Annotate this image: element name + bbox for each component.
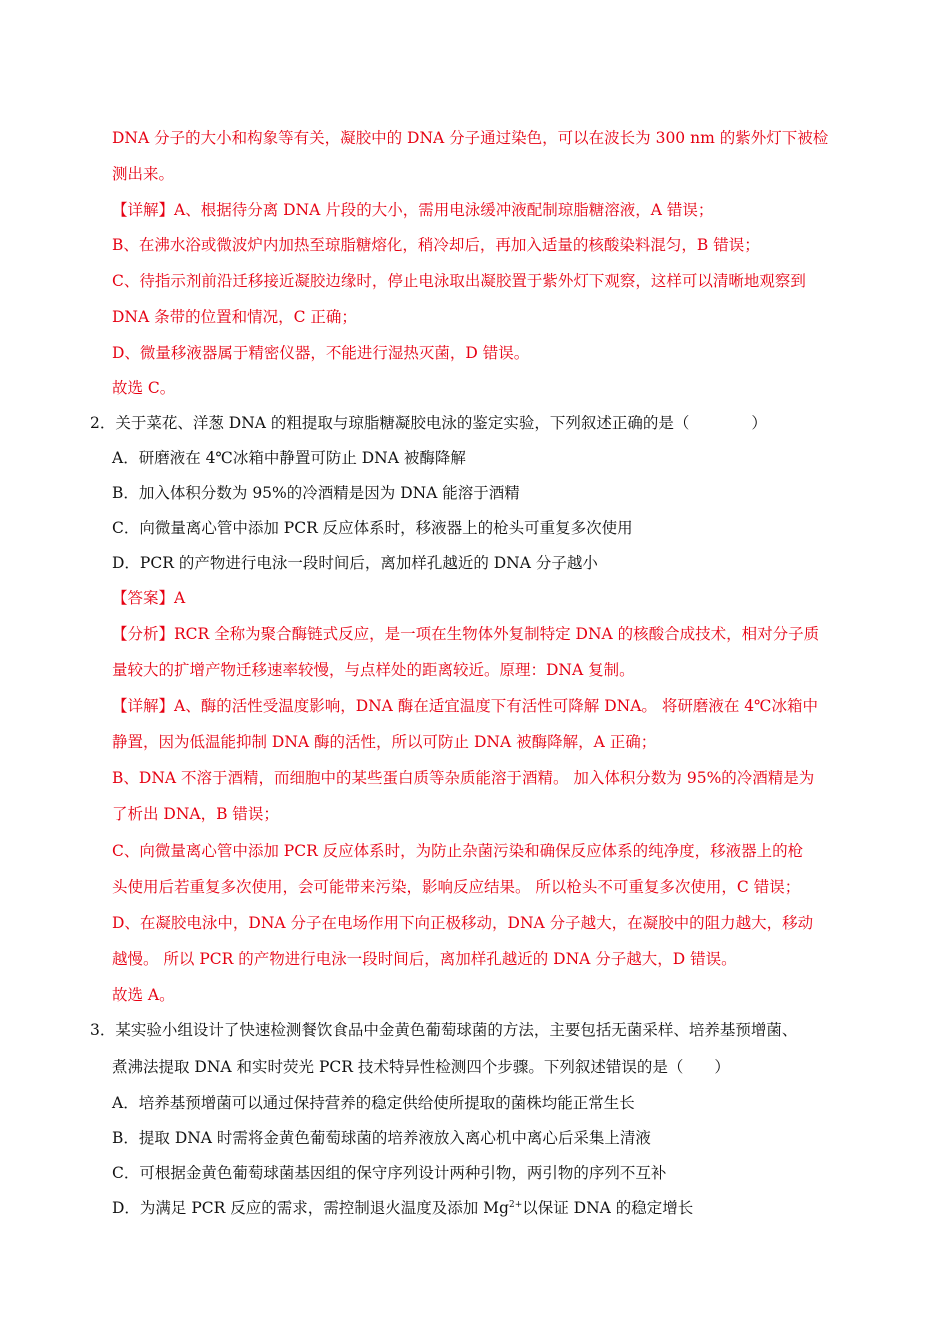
question-3-stem: 3．某实验小组设计了快速检测餐饮食品中金黄色葡萄球菌的方法，主要包括无菌采样、培养基预增菌、 [90,1021,798,1039]
explanation-line: DNA 分子的大小和构象等有关，凝胶中的 DNA 分子通过染色，可以在波长为 300 nm 的紫外灯下被检 [112,129,829,147]
detail-line: 【详解】A、根据待分离 DNA 片段的大小，需用电泳缓冲液配制琼脂糖溶液，A 错误； [112,201,714,219]
question-2-option-a: A．研磨液在 4℃冰箱中静置可防止 DNA 被酶降解 [112,449,466,467]
detail-line: D、在凝胶电泳中，DNA 分子在电场作用下向正极移动，DNA 分子越大，在凝胶中的阻力越大，移动 [112,914,814,932]
detail-line: C、向微量离心管中添加 PCR 反应体系时，为防止杂菌污染和确保反应体系的纯净度，移液器上的枪 [112,842,804,860]
detail-line: DNA 条带的位置和情况，C 正确； [112,308,357,326]
superscript: 2+ [508,1199,523,1210]
analysis-line: 量较大的扩增产物迁移速率较慢，与点样处的距离较近。原理：DNA 复制。 [112,661,635,679]
question-3-option-c: C．可根据金黄色葡萄球菌基因组的保守序列设计两种引物，两引物的序列不互补 [112,1164,667,1182]
explanation-line: 测出来。 [112,165,175,183]
option-d-text: 以保证 DNA 的稳定增长 [522,1199,694,1217]
question-2-answer: 【答案】A [112,589,186,607]
detail-line: 头使用后若重复多次使用，会可能带来污染，影响反应结果。 所以枪头不可重复多次使用，C 错误； [112,878,801,896]
answer-choice: 故选 C。 [112,379,176,397]
question-2-option-b: B．加入体积分数为 95%的冷酒精是因为 DNA 能溶于酒精 [112,484,520,502]
question-3-option-b: B．提取 DNA 时需将金黄色葡萄球菌的培养液放入离心机中离心后采集上清液 [112,1129,651,1147]
analysis-line: 【分析】RCR 全称为聚合酶链式反应，是一项在生物体外复制特定 DNA 的核酸合成技术，相对分子质 [112,625,820,643]
detail-line: B、DNA 不溶于酒精，而细胞中的某些蛋白质等杂质能溶于酒精。 加入体积分数为 95%的冷酒精是为 [112,769,815,787]
detail-line: 了析出 DNA，B 错误； [112,805,279,823]
question-3-option-d [112,1198,693,1218]
question-2-stem: 2．关于菜花、洋葱 DNA 的粗提取与琼脂糖凝胶电泳的鉴定实验，下列叙述正确的是（ ） [90,414,767,432]
option-d-text: D．为满足 PCR 反应的需求，需控制退火温度及添加 Mg [112,1199,509,1217]
detail-line: 越慢。 所以 PCR 的产物进行电泳一段时间后，离加样孔越近的 DNA 分子越大，D 错误。 [112,950,737,968]
detail-line: 【详解】A、酶的活性受温度影响，DNA 酶在适宜温度下有活性可降解 DNA。 将研磨液在 4℃冰箱中 [112,697,818,715]
question-2-choice: 故选 A。 [112,986,175,1004]
question-2-option-c: C．向微量离心管中添加 PCR 反应体系时，移液器上的枪头可重复多次使用 [112,519,633,537]
question-2-option-d: D．PCR 的产物进行电泳一段时间后，离加样孔越近的 DNA 分子越小 [112,554,598,572]
detail-line: D、微量移液器属于精密仪器，不能进行湿热灭菌，D 错误。 [112,344,530,362]
detail-line: 静置，因为低温能抑制 DNA 酶的活性，所以可防止 DNA 被酶降解，A 正确； [112,733,657,751]
detail-line: C、待指示剂前沿迁移接近凝胶边缘时，停止电泳取出凝胶置于紫外灯下观察，这样可以清晰地观察到 [112,272,806,290]
question-3-option-a: A．培养基预增菌可以通过保持营养的稳定供给使所提取的菌株均能正常生长 [112,1094,635,1112]
detail-line: B、在沸水浴或微波炉内加热至琼脂糖熔化，稍冷却后，再加入适量的核酸染料混匀，B 错误； [112,236,760,254]
question-3-stem: 煮沸法提取 DNA 和实时荧光 PCR 技术特异性检测四个步骤。下列叙述错误的是（ ） [112,1058,730,1076]
